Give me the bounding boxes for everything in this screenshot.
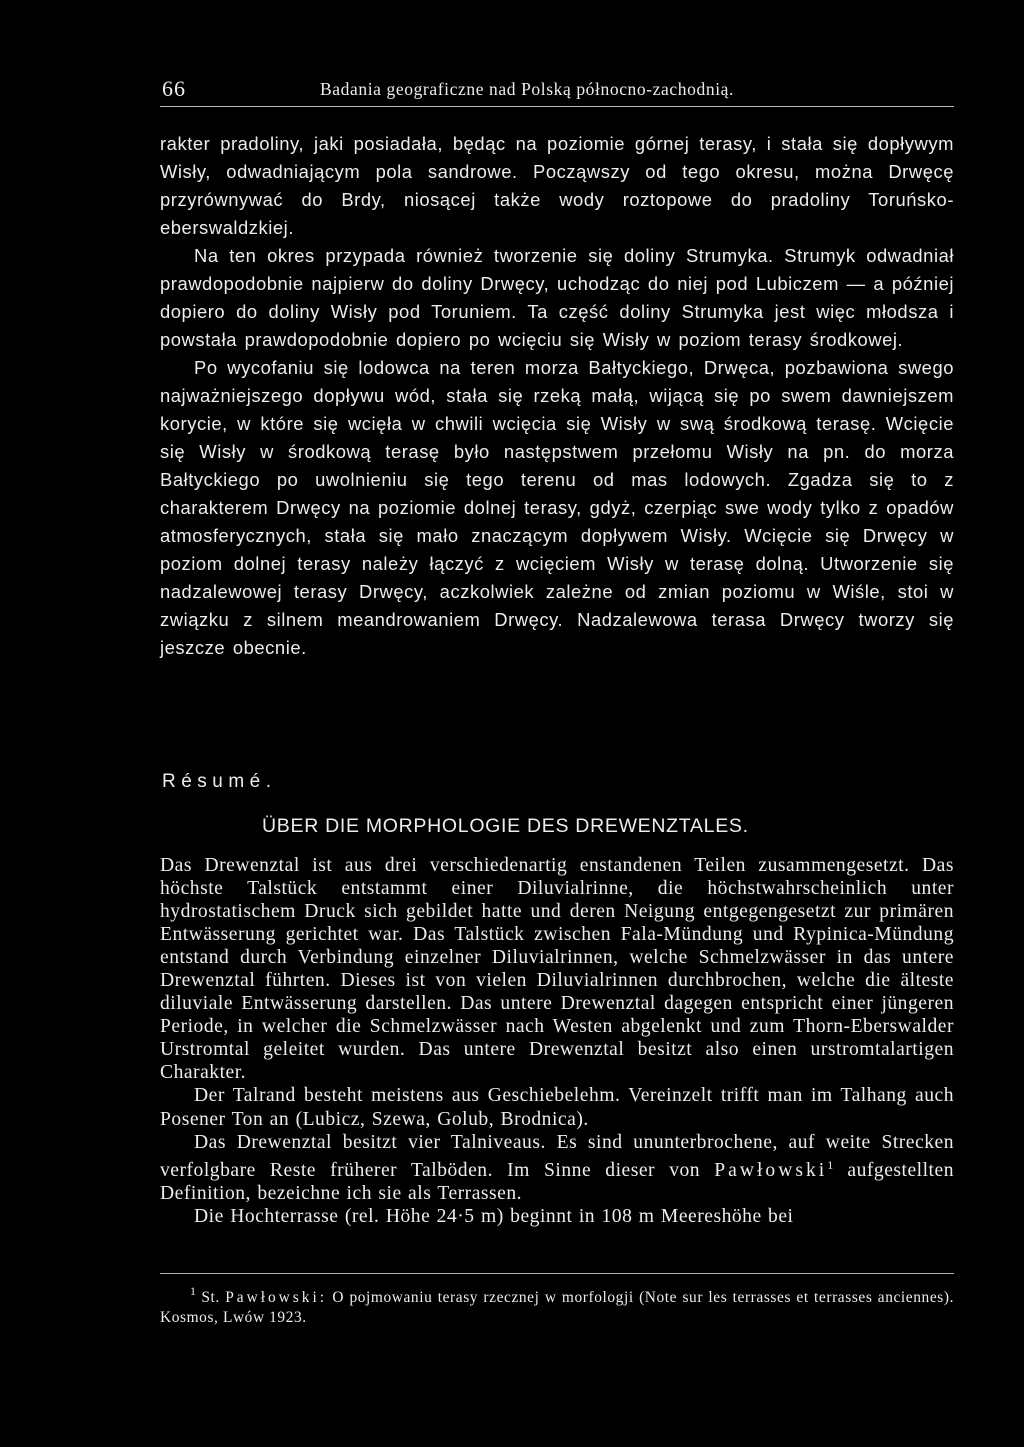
- footnote-author: Pawłowski:: [225, 1289, 328, 1306]
- page-header: [160, 76, 954, 106]
- paragraph-strumyk: Na ten okres przypada również tworzenie się doliny Strumyka. Strumyk odwadniał prawdopodobnie najpierw do doliny Drwęcy, uchodząc do niej pod Lubiczem — a później dopiero do doliny Wisły pod Toruniem. Ta część doliny Strumyka jest więc młodsza i powstała prawdopodobnie dopiero po wcięciu się Wisły w poziom terasy środkowej.: [160, 245, 954, 350]
- page-number: 66: [162, 76, 186, 101]
- footnote-reference: 1: [827, 1157, 834, 1172]
- footnote-prefix: St.: [201, 1289, 220, 1306]
- resume-title: ÜBER DIE MORPHOLOGIE DES DREWENZTALES.: [262, 815, 749, 837]
- german-paragraph-1: Das Drewenztal ist aus drei verschiedenartig enstandenen Teilen zusammengesetzt. Das höchste Talstück entstammt einer Diluvialrinne, die höchstwahrscheinlich unter hydrostatischem Druck sich gebildet hatte und deren Neigung entgegengesetzt zur primären Entwässerung gerichtet war. Das Talstück zwischen Fala-Mündung und Rypinica-Mündung entstand durch Verbindung einzelner Diluvialrinnen, welche Schmelzwässer in das untere Drewenztal führten. Dieses ist von vielen Diluvialrinnen durchbrochen, welche die älteste diluviale Entwässerung darstellen. Das untere Drewenztal dagegen entspricht einer jüngeren Periode, in welcher die Schmelzwässer nach Westen abgelenkt und zum Thorn-Eberswalder Urstromtal geleitet wurden. Das untere Drewenztal besitzt also einen urstromtalartigen Charakter.: [160, 855, 954, 1084]
- footnote-marker: 1: [190, 1284, 196, 1298]
- resume-label: Résumé.: [162, 771, 277, 792]
- paragraph-continuation: rakter pradoliny, jaki posiadała, będąc na poziomie górnej terasy, i stała się dopływym Wisły, odwadniającym pola sandrowe. Począwszy od tego okresu, można Drwęcę przyrównywać do Brdy, niosącej także wody roztopowe do pradoliny Toruńsko-eberswaldzkiej.: [160, 133, 954, 238]
- footnote: [160, 1281, 954, 1328]
- german-paragraph-3-text: Das Drewenztal besitzt vier Talniveaus. Es sind ununterbrochene, auf weite Strecken verfolgbare Reste früherer Talböden. Im Sinne dieser von: [160, 1131, 954, 1181]
- german-paragraph-4: Die Hochterrasse (rel. Höhe 24·5 m) beginnt in 108 m Meereshöhe bei: [194, 1205, 794, 1227]
- footnote-rule: [160, 1273, 954, 1274]
- german-paragraph-3-end: aufgestellten Definition, bezeichne ich sie als Terrassen.: [160, 1159, 954, 1204]
- running-head: Badania geograficzne nad Polską północno-zachodnią.: [320, 79, 734, 99]
- paragraph-drweca: Po wycofaniu się lodowca na teren morza Bałtyckiego, Drwęca, pozbawiona swego najważniejszego dopływu wód, stała się rzeką małą, wijącą się po swem dawniejszem korycie, w które się wcięła w chwili wcięcia się Wisły w swą środkową terasę. Wcięcie się Wisły w środkową terasę było następstwem przełomu Wisły na pn. do morza Bałtyckiego po uwolnieniu się tego terenu od mas lodowych. Zgadza się to z charakterem Drwęcy na poziomie dolnej terasy, gdyż, czerpiąc swe wody tylko z opadów atmosferycznych, stała się mało znaczącym dopływem Wisły. Wcięcie się Drwęcy w poziom dolnej terasy należy łączyć z wcięciem Wisły w terasę dolną. Utworzenie się nadzalewowej terasy Drwęcy, aczkolwiek zależne od zmian poziomu w Wiśle, stoi w związku z silnem meandrowaniem Drwęcy. Nadzalewowa terasa Drwęcy tworzy się jeszcze obecnie.: [160, 357, 954, 658]
- german-summary: [160, 854, 954, 1228]
- header-rule: [160, 106, 954, 107]
- footnote-text: O pojmowaniu terasy rzecznej w morfologji (Note sur les terrasses et terrasses anciennes). Kosmos, Lwów 1923.: [160, 1289, 955, 1326]
- cited-author: Pawłowski: [714, 1159, 828, 1181]
- german-paragraph-2: Der Talrand besteht meistens aus Geschiebelehm. Vereinzelt trifft man im Talhang auch Posener Ton an (Lubicz, Szewa, Golub, Brodnica).: [160, 1085, 954, 1130]
- polish-body-text: [160, 130, 954, 662]
- german-paragraph-3: [160, 1131, 954, 1205]
